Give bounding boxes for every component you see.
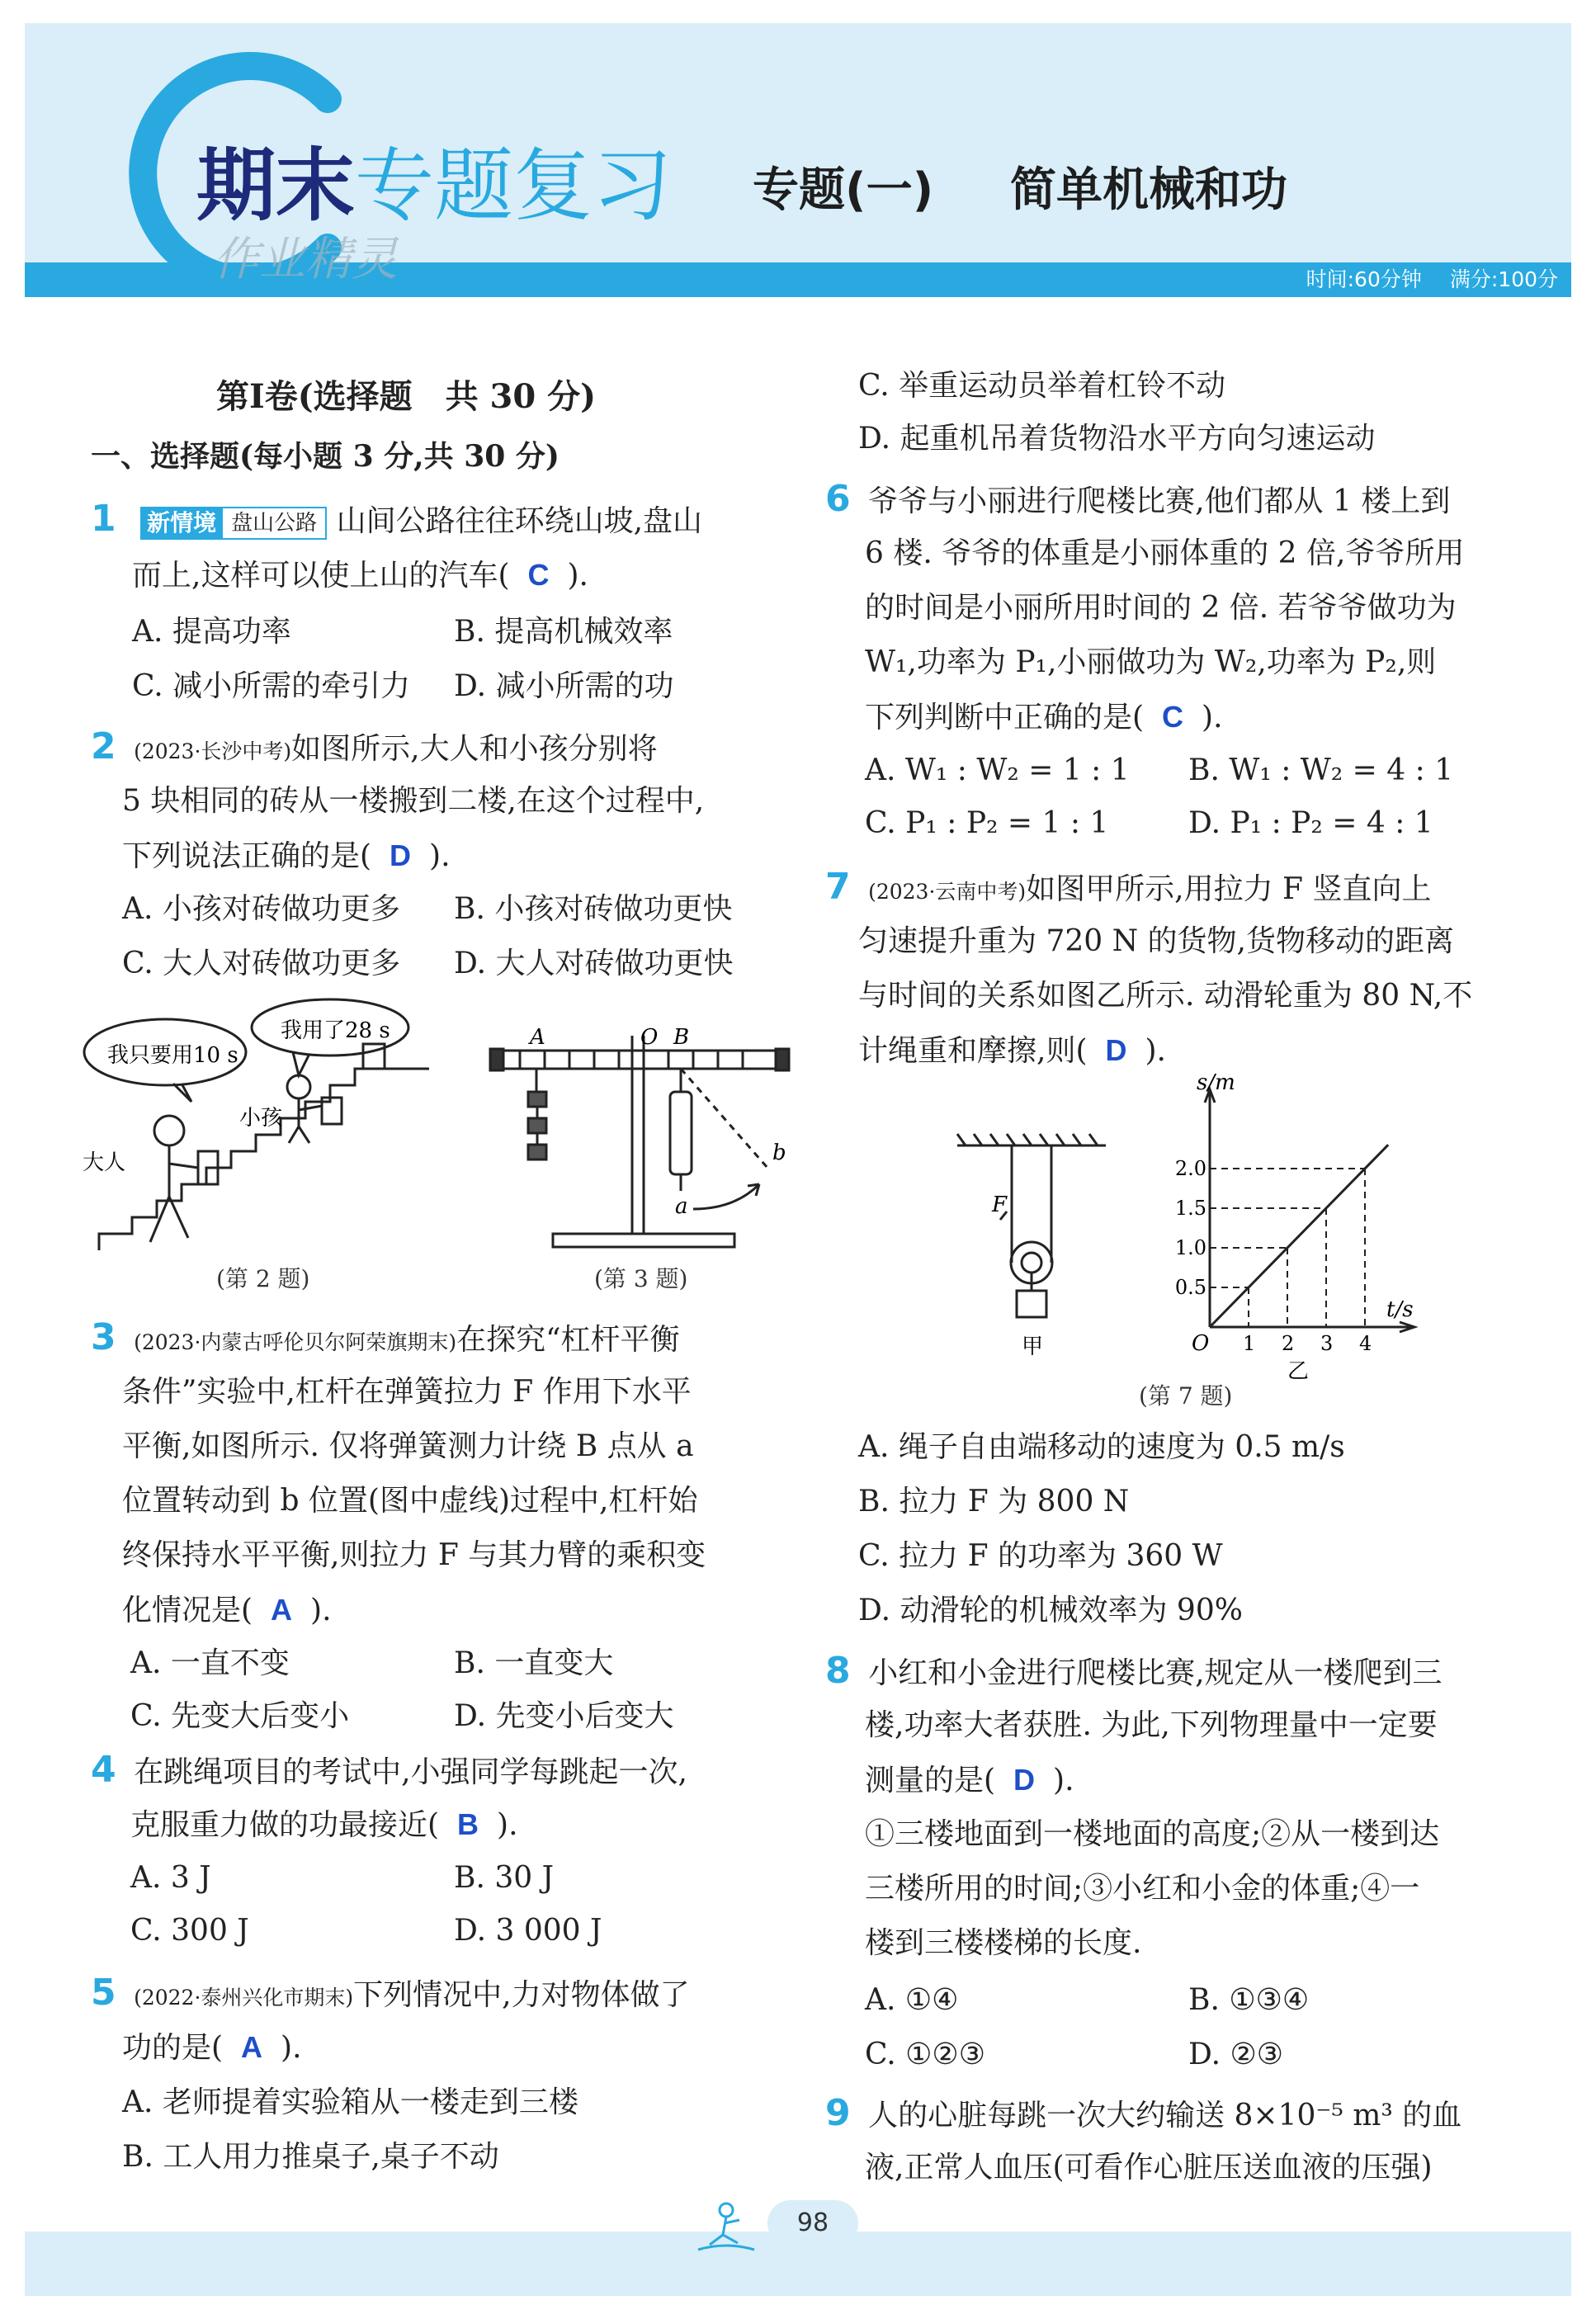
volume-title: 第Ⅰ卷(选择题 共 30 分) [216,377,597,416]
option-c: C. ①②③ [865,2038,985,2071]
figure-3-lever [487,1003,800,1267]
question-text: 小红和小金进行爬楼比赛,规定从一楼爬到三 [868,1656,1443,1690]
full-score: 满分:100分 [1449,267,1558,291]
question-text: ). [429,839,451,873]
bubble-child-text: 我用了28 s [281,1018,390,1043]
question-6-line3: 的时间是小丽所用时间的 2 倍. 若爷爷做功为 [865,591,1457,625]
question-text: ). [567,559,588,593]
option-b: B. ①③④ [1188,1983,1310,2017]
option-d: D. P₁ : P₂ = 4 : 1 [1188,806,1433,840]
question-1-line2 [132,550,588,602]
question-source: (2023·长沙中考) [134,739,292,763]
question-text: 克服重力做的功最接近( [130,1808,440,1842]
option-b: B. 拉力 F 为 800 N [858,1485,1130,1518]
question-8-line1 [825,1646,1443,1699]
option-d: D. 减小所需的功 [454,669,674,703]
option-a: A. 3 J [130,1861,211,1895]
option-a: A. 老师提着实验箱从一楼走到三楼 [122,2085,578,2119]
question-9-line1 [825,2088,1461,2142]
option-a: A. W₁ : W₂ = 1 : 1 [865,753,1130,787]
label-jia: 甲 [1022,1334,1044,1359]
question-number: 7 [825,866,851,908]
question-6-line2: 6 楼. 爷爷的体重是小丽体重的 2 倍,爷爷所用 [865,536,1465,570]
question-8-line4: ①三楼地面到一楼地面的高度;②从一楼到达 [865,1817,1440,1851]
question-text: 如图所示,大人和小孩分别将 [291,732,658,766]
question-text: 下列情况中,力对物体做了 [353,1978,690,2012]
question-8-line2: 楼,功率大者获胜. 为此,下列物理量中一定要 [865,1708,1438,1742]
question-number: 2 [91,725,116,767]
question-3-line1 [91,1312,680,1368]
question-text: 山间公路往往环绕山坡,盘山 [336,504,703,538]
option-b: B. 提高机械效率 [454,615,673,649]
question-2-line3 [122,830,451,882]
topic-title: 简单机械和功 [1010,163,1287,217]
question-3-line6 [122,1585,332,1637]
answer: D [1105,1033,1127,1067]
question-7-line1 [825,862,1431,918]
question-text: ). [310,1594,332,1627]
label-child: 小孩 [239,1106,283,1131]
y-axis-label: s/m [1197,1070,1235,1095]
page-number: 98 [767,2200,858,2246]
answer: D [1013,1763,1036,1797]
y-tick-label: 1.5 [1174,1197,1206,1220]
option-b: B. 工人用力推桌子,桌子不动 [122,2140,499,2174]
question-6-line1 [825,474,1450,527]
option-c: C. 300 J [130,1914,249,1948]
figure-2-stairs [83,994,462,1300]
context-topic-tag: 盘山公路 [223,507,327,540]
option-d: D. 动滑轮的机械效率为 90% [858,1594,1243,1627]
question-1-line1 [91,494,702,547]
question-8-line6: 楼到三楼楼梯的长度. [865,1926,1142,1960]
label-yi: 乙 [1287,1359,1310,1384]
question-7-line4 [858,1025,1166,1077]
option-c: C. 拉力 F 的功率为 360 W [858,1539,1223,1573]
option-c: C. 举重运动员举着杠铃不动 [858,369,1226,403]
question-text: ). [497,1808,518,1842]
option-d: D. 大人对砖做功更快 [454,947,734,980]
part-title: 一、选择题(每小题 3 分,共 30 分) [91,439,560,474]
question-text: 下列判断中正确的是( [865,701,1145,734]
question-3-line2: 条件”实验中,杠杆在弹簧拉力 F 作用下水平 [122,1375,692,1409]
answer: B [457,1807,479,1841]
figure-7-caption: (第 7 题) [1139,1382,1233,1410]
x-tick-label: 2 [1282,1332,1295,1355]
option-a: A. 绳子自由端移动的速度为 0.5 m/s [858,1430,1345,1464]
question-text: ). [1145,1034,1166,1068]
figure-7-st-chart [1174,1070,1444,1384]
question-text: 下列说法正确的是( [122,839,372,873]
topic-label: 专题(一) [753,163,934,217]
header-meta [1278,264,1558,295]
header-title-part2: 专题复习 [355,139,672,232]
label-B: B [673,1025,690,1050]
label-F: F [992,1193,1008,1217]
question-text: 计绳重和摩擦,则( [858,1034,1088,1068]
question-7-line2: 匀速提升重为 720 N 的货物,货物移动的距离 [858,924,1454,958]
question-number: 9 [825,2092,851,2134]
question-text: 爷爷与小丽进行爬楼比赛,他们都从 1 楼上到 [868,484,1451,518]
question-number: 8 [825,1650,851,1692]
option-d: D. 起重机吊着货物沿水平方向匀速运动 [858,422,1376,456]
option-d: D. 3 000 J [454,1914,602,1948]
label-adult: 大人 [83,1150,126,1175]
question-text: ). [1053,1764,1074,1797]
question-source: (2023·云南中考) [868,880,1027,904]
x-tick-label: 4 [1359,1332,1372,1355]
question-5-line1 [91,1967,690,2024]
answer: C [527,558,550,592]
option-d: D. ②③ [1188,2038,1284,2071]
question-text: 人的心脏每跳一次大约输送 8×10⁻⁵ m³ 的血 [868,2099,1462,2132]
question-9-line2: 液,正常人血压(可看作心脏压送血液的压强) [865,2151,1433,2184]
header-watermark: 作业精灵 [213,233,398,286]
question-source: (2022·泰州兴化市期末) [134,1986,354,2010]
option-b: B. 30 J [454,1861,555,1895]
question-text: 化情况是( [122,1594,253,1627]
question-number: 5 [91,1972,116,2014]
origin-label: O [1192,1331,1210,1356]
question-text: ). [1202,701,1223,734]
answer: C [1162,700,1184,734]
option-c: C. 大人对砖做功更多 [122,947,401,980]
option-a: A. 一直不变 [130,1646,290,1680]
question-7-line3: 与时间的关系如图乙所示. 动滑轮重为 80 N,不 [858,979,1473,1013]
question-text: 在跳绳项目的考试中,小强同学每跳起一次, [134,1755,687,1789]
x-tick-label: 1 [1243,1332,1256,1355]
question-text: 测量的是( [865,1764,996,1797]
question-text: 而上,这样可以使上山的汽车( [132,559,510,593]
question-8-line5: 三楼所用的时间;③小红和小金的体重;④一 [865,1872,1420,1906]
question-4-line1 [91,1745,687,1798]
question-6-line5 [865,692,1223,744]
question-text: 在探究“杠杆平衡 [456,1323,680,1357]
y-tick-label: 2.0 [1174,1157,1206,1180]
option-b: B. W₁ : W₂ = 4 : 1 [1188,753,1454,787]
question-2-line1 [91,721,658,777]
time-limit: 时间:60分钟 [1306,267,1422,291]
new-context-tag: 新情境 [140,507,223,540]
label-a: a [675,1194,688,1219]
question-2-line2: 5 块相同的砖从一楼搬到二楼,在这个过程中, [122,784,705,818]
question-text: ). [281,2031,302,2065]
question-6-line4: W₁,功率为 P₁,小丽做功为 W₂,功率为 P₂,则 [865,645,1437,679]
header-title-part1: 期末 [196,139,355,232]
question-5-line2 [122,2022,302,2074]
y-tick-label: 0.5 [1174,1276,1206,1299]
question-4-line2 [130,1799,518,1851]
question-number: 4 [91,1749,116,1791]
question-source: (2023·内蒙古呼伦贝尔阿荣旗期末) [134,1330,457,1354]
answer: D [390,838,412,872]
answer: A [271,1593,293,1627]
question-number: 3 [91,1316,116,1358]
question-number: 1 [91,498,116,540]
label-O: O [640,1025,659,1050]
option-c: C. 减小所需的牵引力 [132,669,411,703]
question-8-line3 [865,1755,1074,1807]
label-A: A [530,1025,545,1050]
answer: A [241,2030,263,2064]
option-b: B. 一直变大 [454,1646,614,1680]
bubble-adult-text: 我只要用10 s [107,1043,238,1068]
figure-3-caption: (第 3 题) [594,1265,688,1292]
label-b: b [772,1141,786,1165]
footer-mascot-icon [693,2199,759,2256]
series-line [1210,1145,1388,1327]
question-3-line4: 位置转动到 b 位置(图中虚线)过程中,杠杆始 [122,1484,698,1518]
question-3-line5: 终保持水平平衡,则拉力 F 与其力臂的乘积变 [122,1538,706,1572]
figure-7-pulley [949,1129,1114,1368]
option-b: B. 小孩对砖做功更快 [454,892,733,926]
question-3-line3: 平衡,如图所示. 仅将弹簧测力计绕 B 点从 a [122,1429,694,1463]
x-axis [1210,1322,1414,1332]
option-a: A. 提高功率 [132,615,291,649]
figure-2-caption: (第 2 题) [216,1265,310,1292]
x-axis-label: t/s [1386,1297,1414,1322]
y-tick-label: 1.0 [1174,1236,1206,1259]
option-c: C. P₁ : P₂ = 1 : 1 [865,806,1109,840]
option-d: D. 先变小后变大 [454,1699,674,1733]
question-text: 功的是( [122,2031,224,2065]
question-text: 如图甲所示,用拉力 F 竖直向上 [1026,872,1432,906]
question-number: 6 [825,478,851,520]
option-c: C. 先变大后变小 [130,1699,350,1733]
option-a: A. ①④ [865,1983,959,2017]
x-tick-label: 3 [1320,1332,1334,1355]
option-a: A. 小孩对砖做功更多 [122,892,400,926]
